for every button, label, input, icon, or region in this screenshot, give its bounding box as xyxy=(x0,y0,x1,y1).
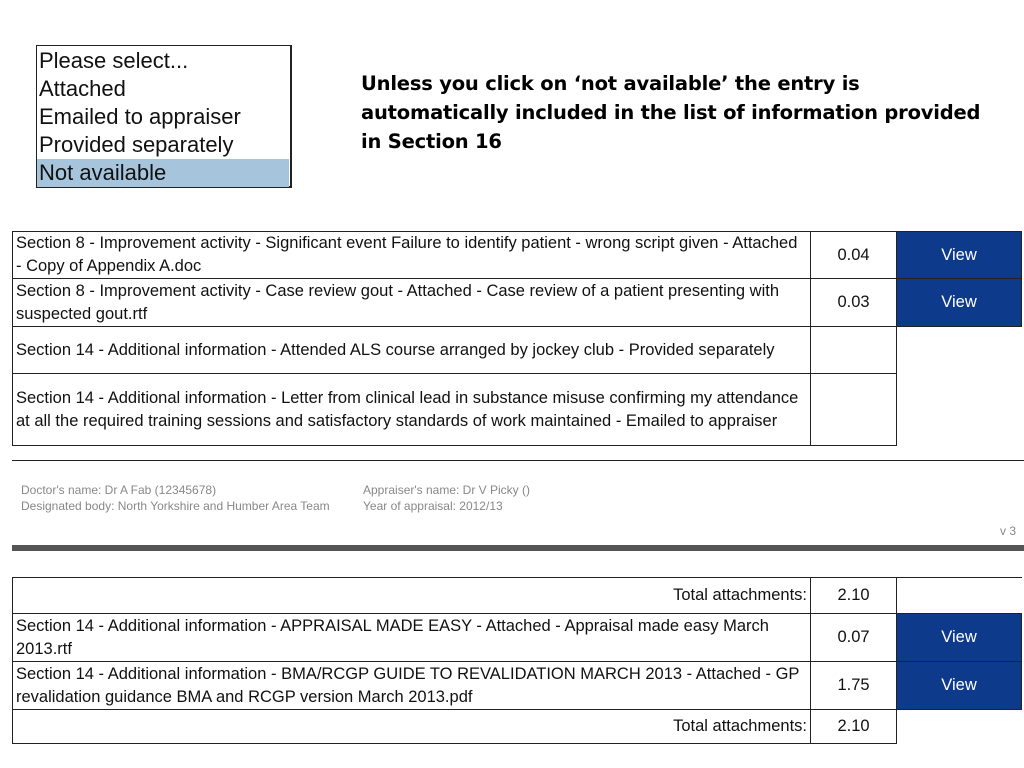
attachment-size: 1.75 xyxy=(811,662,897,710)
empty-cell xyxy=(897,710,1022,744)
empty-cell xyxy=(897,374,1022,446)
status-dropdown-list[interactable] xyxy=(36,45,292,188)
view-button[interactable]: View xyxy=(897,279,1022,327)
table-row xyxy=(13,374,1022,446)
table-row xyxy=(13,662,1022,710)
attachments-table-1 xyxy=(12,231,1022,446)
appraiser-name: Appraiser's name: Dr V Picky () xyxy=(363,483,530,497)
attachment-size: 0.07 xyxy=(811,614,897,662)
page-break-bar xyxy=(12,545,1024,551)
designated-body: Designated body: North Yorkshire and Humber Area Team xyxy=(21,498,330,513)
total-row xyxy=(13,710,1022,744)
attachment-description: Section 14 - Additional information - Attended ALS course arranged by jockey club - Provided separately xyxy=(13,327,811,374)
option-not-available[interactable]: Not available xyxy=(37,159,289,187)
option-attached[interactable]: Attached xyxy=(39,76,126,101)
attachment-size xyxy=(811,374,897,446)
doctor-name: Doctor's name: Dr A Fab (12345678) xyxy=(21,483,217,497)
total-attachments-value: 2.10 xyxy=(811,578,897,614)
total-attachments-label: Total attachments: xyxy=(13,710,811,744)
footer-appraisal-info xyxy=(363,483,663,514)
page-bottom-rule xyxy=(12,460,1024,461)
attachment-description: Section 14 - Additional information - Letter from clinical lead in substance misuse confirming my attendance at all the required training sessions and satisfactory standards of work maintained - Emailed to appraiser xyxy=(13,374,811,446)
appraisal-year: Year of appraisal: 2012/13 xyxy=(363,498,503,513)
attachment-description: Section 14 - Additional information - APPRAISAL MADE EASY - Attached - Appraisal made easy March 2013.rtf xyxy=(13,614,811,662)
table-row xyxy=(13,614,1022,662)
attachment-description: Section 8 - Improvement activity - Significant event Failure to identify patient - wrong script given - Attached - Copy of Appendix A.doc xyxy=(13,232,811,279)
instruction-note: Unless you click on ‘not available’ the entry is automatically included in the list of information provided in Section 16 xyxy=(361,72,981,153)
attachment-size xyxy=(811,327,897,374)
table-row xyxy=(13,327,1022,374)
attachment-description: Section 8 - Improvement activity - Case review gout - Attached - Case review of a patient presenting with suspected gout.rtf xyxy=(13,279,811,327)
option-please-select[interactable]: Please select... xyxy=(39,48,189,73)
view-button[interactable]: View xyxy=(897,232,1022,279)
footer-doctor-info xyxy=(21,483,361,514)
version-label: v 3 xyxy=(1000,524,1017,538)
empty-cell xyxy=(897,327,1022,374)
total-attachments-label: Total attachments: xyxy=(13,578,811,614)
empty-cell xyxy=(897,578,1022,614)
view-button[interactable]: View xyxy=(897,614,1022,662)
attachments-table-2 xyxy=(12,577,1022,744)
attachment-description: Section 14 - Additional information - BMA/RCGP GUIDE TO REVALIDATION MARCH 2013 - Attached - GP revalidation guidance BMA and RCGP version March 2013.pdf xyxy=(13,662,811,710)
table-row xyxy=(13,232,1022,279)
attachment-size: 0.03 xyxy=(811,279,897,327)
option-provided-separately[interactable]: Provided separately xyxy=(39,132,234,157)
option-emailed-to-appraiser[interactable]: Emailed to appraiser xyxy=(39,104,241,129)
total-attachments-value: 2.10 xyxy=(811,710,897,744)
view-button[interactable]: View xyxy=(897,662,1022,710)
attachment-size: 0.04 xyxy=(811,232,897,279)
total-row xyxy=(13,578,1022,614)
table-row xyxy=(13,279,1022,327)
